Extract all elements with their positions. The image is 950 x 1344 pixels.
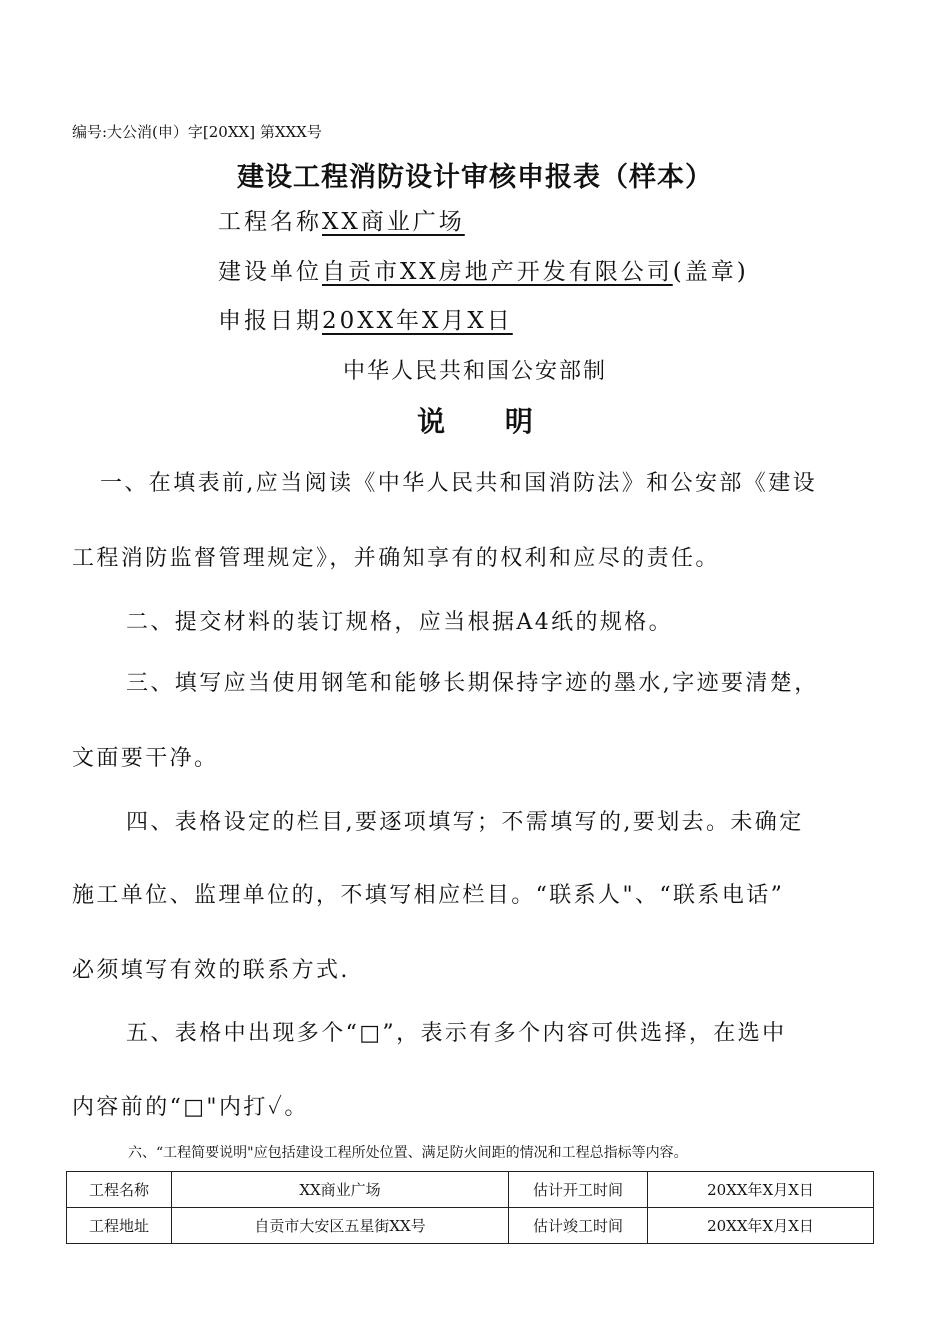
table-cell: 工程名称 xyxy=(67,1172,172,1208)
document-number: 编号:大公消(申）字[20XX] 第XXX号 xyxy=(72,123,322,141)
table-cell: 估计竣工时间 xyxy=(509,1208,648,1244)
field-date xyxy=(218,302,513,335)
instruction-line: 一、在填表前,应当阅读《中华人民共和国消防法》和公安部《建设 xyxy=(100,471,817,496)
instruction-line: 四、表格设定的栏目,要逐项填写；不需填写的,要划去。未确定 xyxy=(126,810,804,835)
field-builder xyxy=(218,253,749,286)
instruction-line: 三、填写应当使用钢笔和能够长期保持字迹的墨水,字迹要清楚， xyxy=(126,671,819,696)
instruction-line: 五、表格中出现多个“□”，表示有多个内容可供选择，在选中 xyxy=(126,1021,787,1046)
instruction-line: 内容前的“□"内打✓。 xyxy=(72,1095,309,1120)
instruction-note: 六、“工程简要说明"应包括建设工程所处位置、满足防火间距的情况和工程总指标等内容。 xyxy=(128,1145,688,1161)
table-cell: 工程地址 xyxy=(67,1208,172,1244)
issuer: 中华人民共和国公安部制 xyxy=(342,359,607,384)
table-row xyxy=(67,1208,874,1244)
table-row xyxy=(67,1172,874,1208)
instruction-line: 工程消防监督管理规定》，并确知享有的权利和应尽的责任。 xyxy=(72,546,720,571)
table-cell: 20XX年X月X日 xyxy=(648,1208,874,1244)
instruction-line: 施工单位、监理单位的，不填写相应栏目。“联系人"、“联系电话” xyxy=(72,883,785,908)
field-value: 自贡市XX房地产开发有限公司 xyxy=(322,259,673,285)
instructions-heading: 说 明 xyxy=(417,405,533,438)
table-cell: 估计开工时间 xyxy=(509,1172,648,1208)
table-cell: 20XX年X月X日 xyxy=(648,1172,874,1208)
instruction-line: 必须填写有效的联系方式. xyxy=(72,958,350,983)
instruction-line: 文面要干净。 xyxy=(72,746,219,771)
field-suffix: (盖章) xyxy=(672,259,749,285)
field-value: 20XX年X月X日 xyxy=(322,308,513,334)
field-label: 建设单位 xyxy=(218,259,322,285)
field-label: 工程名称 xyxy=(218,209,322,235)
field-value: XX商业广场 xyxy=(322,209,465,235)
field-label: 申报日期 xyxy=(218,308,322,334)
project-info-table xyxy=(66,1171,874,1244)
table-cell: XX商业广场 xyxy=(172,1172,509,1208)
instruction-line: 二、提交材料的装订规格，应当根据A4纸的规格。 xyxy=(126,610,674,635)
form-title: 建设工程消防设计审核申报表（样本） xyxy=(237,162,713,193)
field-project-name xyxy=(218,203,465,236)
table-cell: 自贡市大安区五星街XX号 xyxy=(172,1208,509,1244)
